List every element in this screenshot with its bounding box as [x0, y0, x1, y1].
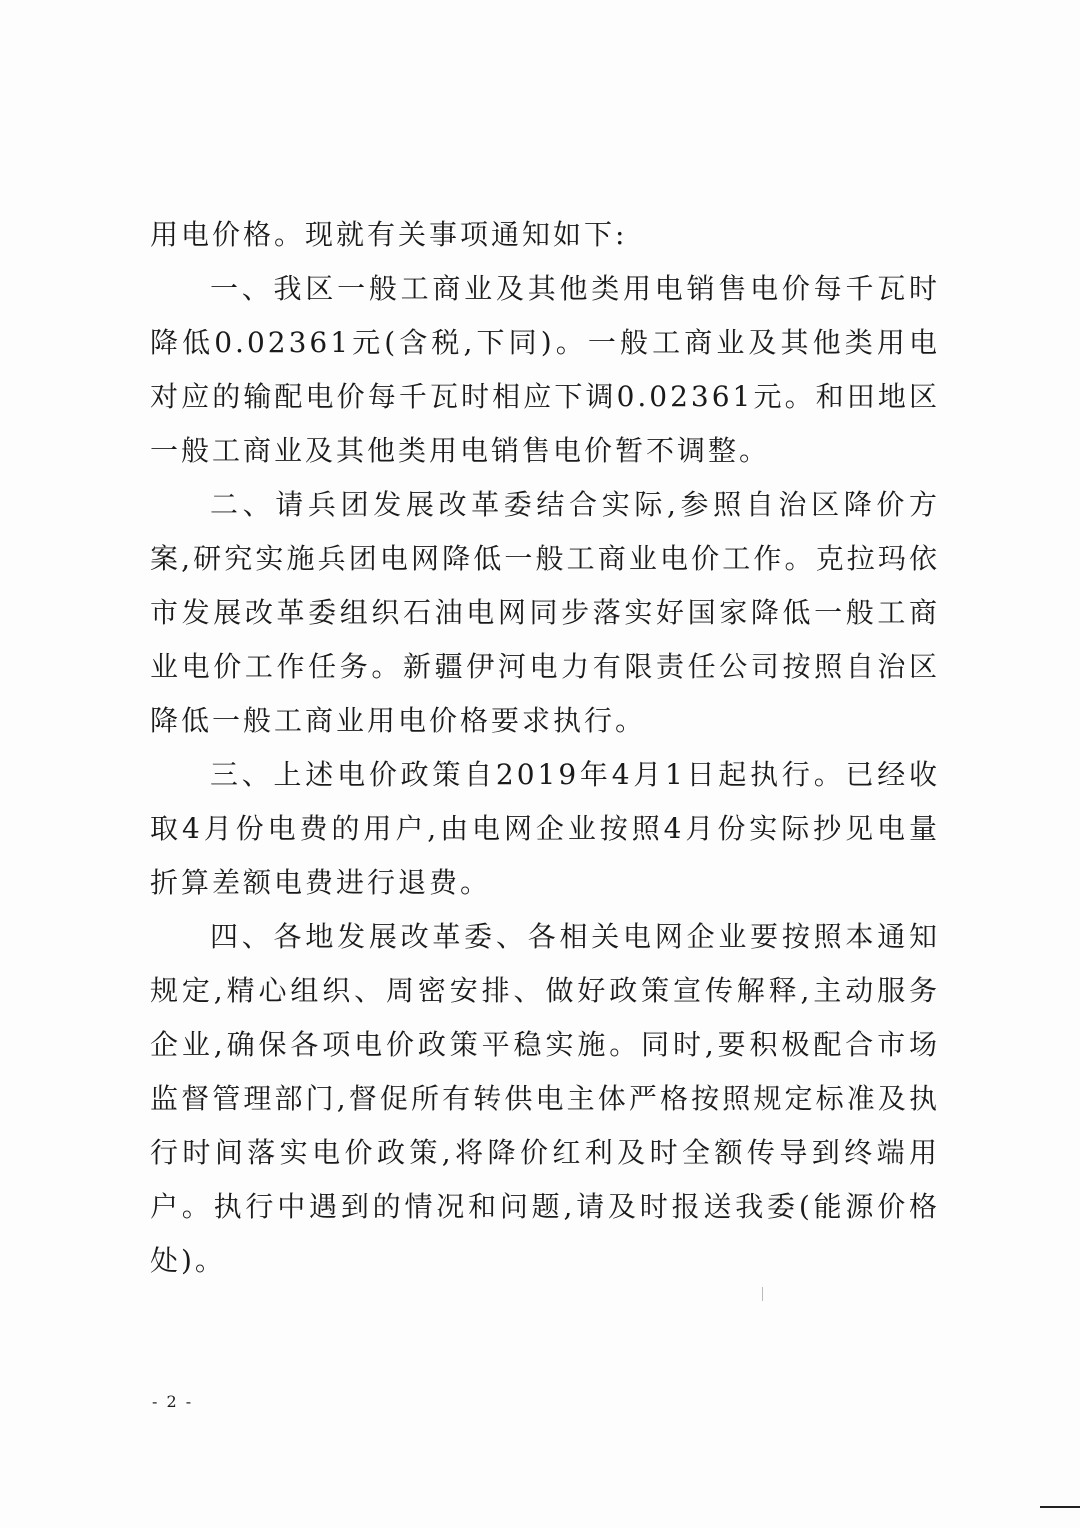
paragraph-item-2: 二、请兵团发展改革委结合实际,参照自治区降价方案,研究实施兵团电网降低一般工商业电价工作。克拉玛依市发展改革委组织石油电网同步落实好国家降低一般工商业电价工作任务。新疆伊河电力有限责任公司按照自治区降低一般工商业用电价格要求执行。 [150, 488, 940, 737]
paragraph-item-1: 一、我区一般工商业及其他类用电销售电价每千瓦时降低0.02361元(含税,下同)。一般工商业及其他类用电对应的输配电价每千瓦时相应下调0.02361元。和田地区一般工商业及其他类用电销售电价暂不调整。 [150, 272, 940, 467]
paragraph-item-4: 四、各地发展改革委、各相关电网企业要按照本通知规定,精心组织、周密安排、做好政策宣传解释,主动服务企业,确保各项电价政策平稳实施。同时,要积极配合市场监督管理部门,督促所有转供电主体严格按照规定标准及执行时间落实电价政策,将降价红利及时全额传导到终端用户。执行中遇到的情况和问题,请及时报送我委(能源价格处)。 [150, 920, 940, 1277]
scan-artifact [762, 1287, 763, 1301]
document-body [150, 208, 940, 1288]
paragraph-intro: 用电价格。现就有关事项通知如下: [150, 218, 628, 251]
paragraph-item-3: 三、上述电价政策自2019年4月1日起执行。已经收取4月份电费的用户,由电网企业按照4月份实际抄见电量折算差额电费进行退费。 [150, 758, 940, 899]
page-number: - 2 - [152, 1392, 194, 1411]
scan-edge-mark [1040, 1506, 1080, 1508]
